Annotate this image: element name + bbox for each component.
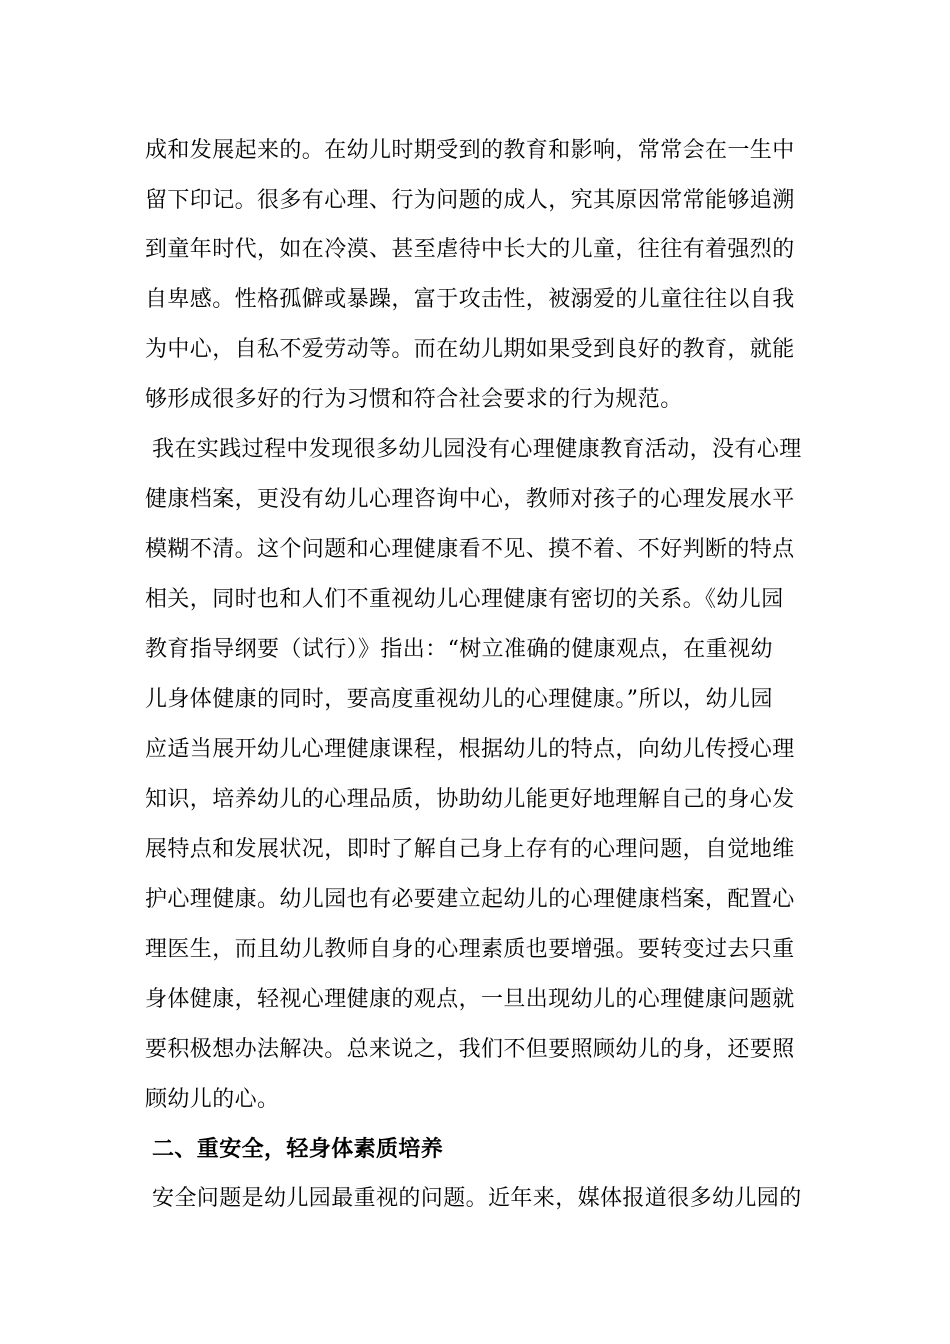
paragraph-2-line-7: 应适当展开幼儿心理健康课程，根据幼儿的特点，向幼儿传授心理: [145, 737, 795, 762]
paragraph-2-line-11: 理医生，而且幼儿教师自身的心理素质也要增强。要转变过去只重: [145, 937, 795, 962]
paragraph-1-line-3: 到童年时代，如在冷漠、甚至虐待中长大的儿童，往往有着强烈的: [145, 237, 795, 262]
section-heading: 二、重安全，轻身体素质培养: [152, 1136, 444, 1162]
paragraph-2-line-9: 展特点和发展状况，即时了解自己身上存有的心理问题，自觉地维: [145, 837, 795, 862]
paragraph-3-line-1: 安全问题是幼儿园最重视的问题。近年来，媒体报道很多幼儿园的: [152, 1186, 802, 1211]
paragraph-1-line-6: 够形成很多好的行为习惯和符合社会要求的行为规范。: [145, 387, 683, 412]
paragraph-2-line-3: 模糊不清。这个问题和心理健康看不见、摸不着、不好判断的特点: [145, 537, 795, 562]
paragraph-2-line-5: 教育指导纲要（试行）》指出：“树立准确的健康观点，在重视幼: [145, 637, 773, 662]
paragraph-2-line-1: 我在实践过程中发现很多幼儿园没有心理健康教育活动，没有心理: [152, 437, 802, 462]
paragraph-2-line-14: 顾幼儿的心。: [145, 1087, 280, 1112]
paragraph-1-line-1: 成和发展起来的。在幼儿时期受到的教育和影响，常常会在一生中: [145, 138, 795, 163]
paragraph-1-line-5: 为中心，自私不爱劳动等。而在幼儿期如果受到良好的教育，就能: [145, 337, 795, 362]
paragraph-2-line-2: 健康档案，更没有幼儿心理咨询中心，教师对孩子的心理发展水平: [145, 487, 795, 512]
paragraph-2-line-12: 身体健康，轻视心理健康的观点，一旦出现幼儿的心理健康问题就: [145, 987, 795, 1012]
paragraph-2-line-8: 知识，培养幼儿的心理品质，协助幼儿能更好地理解自己的身心发: [145, 787, 795, 812]
paragraph-2-line-10: 护心理健康。幼儿园也有必要建立起幼儿的心理健康档案，配置心: [145, 887, 795, 912]
paragraph-1-line-2: 留下印记。很多有心理、行为问题的成人，究其原因常常能够追溯: [145, 188, 795, 213]
paragraph-2-line-13: 要积极想办法解决。总来说之，我们不但要照顾幼儿的身，还要照: [145, 1037, 795, 1062]
paragraph-2-line-6: 儿身体健康的同时，要高度重视幼儿的心理健康。”所以，幼儿园: [145, 687, 773, 712]
paragraph-1-line-4: 自卑感。性格孤僻或暴躁，富于攻击性，被溺爱的儿童往往以自我: [145, 287, 795, 312]
paragraph-2-line-4: 相关，同时也和人们不重视幼儿心理健康有密切的关系。《幼儿园: [145, 587, 784, 612]
